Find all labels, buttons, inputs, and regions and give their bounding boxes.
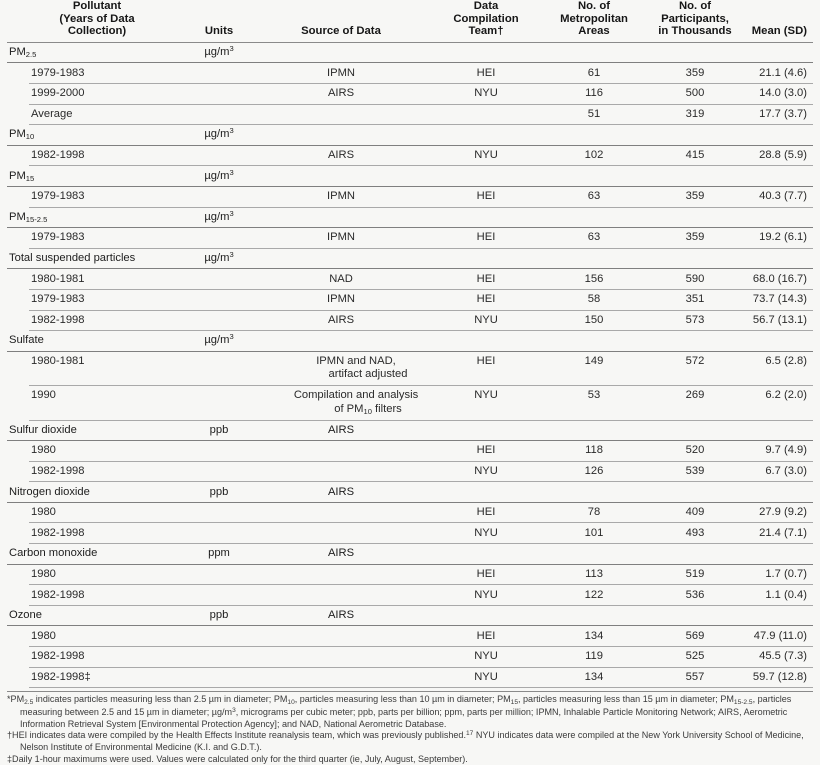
source-of-data: AIRS <box>255 420 427 441</box>
footnote-dagger: †HEI indicates data were compiled by the Health Effects Institute reanalysis team, which was previously published.$^{17}$ NYU indicates data were compiled at the New York University School of Medicine, Nelson Institute of Environmental Medicine (K.I. and G.D.T.). <box>7 730 804 753</box>
metropolitan-areas: 78 <box>545 502 643 523</box>
units-value <box>183 647 255 668</box>
participants-thousands: 536 <box>643 585 747 606</box>
metropolitan-areas <box>545 544 643 565</box>
years-of-data: 1999-2000 <box>7 83 183 104</box>
table-section-row <box>7 166 813 187</box>
participants-thousands: 557 <box>643 667 747 688</box>
table-row <box>7 310 813 331</box>
source-of-data <box>255 585 427 606</box>
source-of-data <box>255 564 427 585</box>
units-value <box>183 104 255 125</box>
header-line: Participants, <box>661 12 729 25</box>
units-value <box>183 351 255 385</box>
metropolitan-areas <box>545 331 643 352</box>
table-row <box>7 63 813 84</box>
metropolitan-areas <box>545 248 643 269</box>
table-row <box>7 564 813 585</box>
compilation-team <box>427 331 545 352</box>
table-section-row <box>7 42 813 63</box>
metropolitan-areas <box>545 420 643 441</box>
mean-sd <box>747 42 813 63</box>
pollutant-name: $PM_{15}$ <box>7 166 183 187</box>
mean-sd: 45.5 (7.3) <box>747 647 813 668</box>
mean-sd <box>747 331 813 352</box>
column-header-source <box>255 0 427 42</box>
subscript: 10 <box>25 132 35 142</box>
rule-indent-mask <box>7 419 29 421</box>
compilation-team <box>427 125 545 146</box>
rule-indent-mask <box>7 164 29 166</box>
compilation-team: NYU <box>427 83 545 104</box>
table-row <box>7 228 813 249</box>
mean-sd: 56.7 (13.1) <box>747 310 813 331</box>
mean-sd: 40.3 (7.7) <box>747 186 813 207</box>
units-value <box>183 461 255 482</box>
units-value <box>183 145 255 166</box>
subscript: 10 <box>363 406 372 416</box>
participants-thousands: 319 <box>643 104 747 125</box>
header-line: Pollutant <box>72 0 122 12</box>
column-header-units <box>183 0 255 42</box>
participants-thousands <box>643 166 747 187</box>
metropolitan-areas: 119 <box>545 647 643 668</box>
pollutant-name: Total suspended particles <box>7 248 183 269</box>
compilation-team: NYU <box>427 585 545 606</box>
column-header-participants <box>643 0 747 42</box>
compilation-team: HEI <box>427 502 545 523</box>
years-of-data: 1982-1998 <box>7 310 183 331</box>
participants-thousands <box>643 331 747 352</box>
units-value <box>183 310 255 331</box>
participants-thousands: 590 <box>643 269 747 290</box>
participants-thousands <box>643 544 747 565</box>
header-line: Metropolitan <box>560 12 628 25</box>
years-of-data: 1980-1981 <box>7 351 183 385</box>
header-line: Areas <box>578 25 610 38</box>
compilation-team: NYU <box>427 310 545 331</box>
header-line: Compilation <box>453 12 519 25</box>
table-row <box>7 386 813 420</box>
participants-thousands: 359 <box>643 63 747 84</box>
participants-thousands <box>643 42 747 63</box>
table-row <box>7 667 813 688</box>
units-value <box>183 83 255 104</box>
source-of-data: AIRS <box>255 83 427 104</box>
mean-sd: 1.7 (0.7) <box>747 564 813 585</box>
mean-sd: 1.1 (0.4) <box>747 585 813 606</box>
rule-indent-mask <box>7 686 29 688</box>
mean-sd: 19.2 (6.1) <box>747 228 813 249</box>
units-value <box>183 523 255 544</box>
rule-indent-mask <box>7 604 29 606</box>
metropolitan-areas: 61 <box>545 63 643 84</box>
footnote-asterisk: $*PM_{2.5}$ indicates particles measuring less than 2.5 µm in diameter; $PM_{10}$, particles measuring less than 10 µm in diameter; $PM_{15}$, particles measuring less than 15 µm in diameter; $PM_{15-2.5}$, particles measuring between 2.5 and 15 µm in diameter; $\mu g/m^3$, micrograms per cubic meter; ppb, parts per billion; ppm, parts per million; IPMN, Inhalable Particle Monitoring Network; AIRS, Aerometric Information Retrieval System [Environmental Protection Agency]; and NAD, National Aerometric Database. <box>7 694 792 729</box>
mean-sd: 59.7 (12.8) <box>747 667 813 688</box>
source-line: of $PM_{10}$ filters <box>334 402 402 416</box>
years-of-data: 1982-1998 <box>7 461 183 482</box>
metropolitan-areas: 126 <box>545 461 643 482</box>
superscript: 3 <box>229 126 234 136</box>
units-value <box>183 228 255 249</box>
table-body <box>7 42 813 687</box>
subscript: 2.5 <box>25 50 37 60</box>
years-of-data: 1980 <box>7 441 183 462</box>
rule-indent-mask <box>7 123 29 125</box>
subscript: 15 <box>25 173 35 183</box>
rule-indent-mask <box>7 542 29 544</box>
superscript: 3 <box>229 167 234 177</box>
source-of-data <box>255 125 427 146</box>
subscript: 15-2.5 <box>25 214 48 224</box>
source-of-data <box>255 626 427 647</box>
header-line: Units <box>204 25 234 38</box>
footnotes <box>7 691 813 765</box>
years-of-data: 1979-1983 <box>7 228 183 249</box>
participants-thousands: 539 <box>643 461 747 482</box>
source-of-data: AIRS <box>255 145 427 166</box>
compilation-team: HEI <box>427 63 545 84</box>
table-row <box>7 289 813 310</box>
mean-sd: 6.2 (2.0) <box>747 386 813 420</box>
pollutant-name: Sulfur dioxide <box>7 420 183 441</box>
units-value <box>183 626 255 647</box>
years-of-data: 1980 <box>7 564 183 585</box>
pollutant-name: $PM_{10}$ <box>7 125 183 146</box>
compilation-team: NYU <box>427 461 545 482</box>
table-row <box>7 626 813 647</box>
table-row <box>7 523 813 544</box>
participants-thousands: 409 <box>643 502 747 523</box>
metropolitan-areas <box>545 482 643 503</box>
compilation-team: NYU <box>427 145 545 166</box>
table-row <box>7 83 813 104</box>
units-value: ppb <box>183 420 255 441</box>
compilation-team <box>427 248 545 269</box>
participants-thousands: 415 <box>643 145 747 166</box>
mean-sd: 21.1 (4.6) <box>747 63 813 84</box>
units-value <box>183 289 255 310</box>
source-of-data: AIRS <box>255 544 427 565</box>
source-of-data: IPMN <box>255 289 427 310</box>
header-line: (Years of Data <box>59 12 135 25</box>
header-line: No. of <box>679 0 711 12</box>
years-of-data: Average <box>7 104 183 125</box>
compilation-team: HEI <box>427 351 545 385</box>
participants-thousands: 500 <box>643 83 747 104</box>
mean-sd <box>747 207 813 228</box>
mean-sd: 68.0 (16.7) <box>747 269 813 290</box>
rule-indent-mask <box>7 480 29 482</box>
source-of-data <box>255 104 427 125</box>
compilation-team: NYU <box>427 386 545 420</box>
participants-thousands: 269 <box>643 386 747 420</box>
years-of-data: 1982-1998 <box>7 647 183 668</box>
units-value <box>183 63 255 84</box>
source-line: Compilation and analysis <box>293 389 419 402</box>
years-of-data: 1979-1983 <box>7 186 183 207</box>
table-row <box>7 186 813 207</box>
years-of-data: 1979-1983 <box>7 63 183 84</box>
compilation-team <box>427 482 545 503</box>
source-of-data: IPMN <box>255 228 427 249</box>
header-line: in Thousands <box>658 25 732 38</box>
units-value <box>183 386 255 420</box>
compilation-team <box>427 420 545 441</box>
years-of-data: 1979-1983 <box>7 289 183 310</box>
years-of-data: 1982-1998‡ <box>7 667 183 688</box>
superscript: 3 <box>229 332 234 342</box>
metropolitan-areas: 113 <box>545 564 643 585</box>
footnote-marker: ‡ <box>7 753 13 764</box>
mean-sd <box>747 482 813 503</box>
mean-sd: 28.8 (5.9) <box>747 145 813 166</box>
compilation-team <box>427 166 545 187</box>
pollutant-name: Nitrogen dioxide <box>7 482 183 503</box>
table-section-row <box>7 248 813 269</box>
units-value: $\mu g/m^3$ <box>183 248 255 269</box>
mean-sd <box>747 420 813 441</box>
source-of-data <box>255 502 427 523</box>
source-of-data <box>255 207 427 228</box>
participants-thousands: 573 <box>643 310 747 331</box>
units-value <box>183 564 255 585</box>
superscript: 3 <box>229 250 234 260</box>
compilation-team: HEI <box>427 626 545 647</box>
source-of-data: NAD <box>255 269 427 290</box>
table-row <box>7 145 813 166</box>
metropolitan-areas: 63 <box>545 228 643 249</box>
source-of-data: IPMN <box>255 63 427 84</box>
source-of-data <box>255 166 427 187</box>
mean-sd: 6.5 (2.8) <box>747 351 813 385</box>
superscript: 3 <box>229 44 234 54</box>
participants-thousands <box>643 248 747 269</box>
header-line: No. of <box>578 0 610 12</box>
table-section-row <box>7 482 813 503</box>
rule-indent-mask <box>7 329 29 331</box>
units-value: ppb <box>183 605 255 626</box>
source-of-data: IPMN <box>255 186 427 207</box>
metropolitan-areas: 116 <box>545 83 643 104</box>
column-header-mean-sd <box>747 0 813 42</box>
table-row <box>7 104 813 125</box>
source-of-data <box>255 331 427 352</box>
units-value: $\mu g/m^3$ <box>183 207 255 228</box>
participants-thousands <box>643 482 747 503</box>
participants-thousands: 525 <box>643 647 747 668</box>
participants-thousands: 359 <box>643 228 747 249</box>
metropolitan-areas: 101 <box>545 523 643 544</box>
metropolitan-areas: 53 <box>545 386 643 420</box>
source-of-data: AIRS <box>255 605 427 626</box>
years-of-data: 1990 <box>7 386 183 420</box>
mean-sd: 14.0 (3.0) <box>747 83 813 104</box>
compilation-team: HEI <box>427 228 545 249</box>
source-of-data <box>255 248 427 269</box>
units-value <box>183 502 255 523</box>
units-value <box>183 667 255 688</box>
mean-sd: 6.7 (3.0) <box>747 461 813 482</box>
pollutant-name: Ozone <box>7 605 183 626</box>
header-line: Team† <box>468 25 504 38</box>
metropolitan-areas: 63 <box>545 186 643 207</box>
table-section-row <box>7 207 813 228</box>
table-row <box>7 461 813 482</box>
metropolitan-areas: 51 <box>545 104 643 125</box>
metropolitan-areas: 149 <box>545 351 643 385</box>
metropolitan-areas <box>545 605 643 626</box>
years-of-data: 1980-1981 <box>7 269 183 290</box>
header-line: Mean (SD) <box>751 25 807 38</box>
source-line: IPMN and NAD, <box>316 354 396 367</box>
compilation-team: NYU <box>427 647 545 668</box>
table-row <box>7 502 813 523</box>
units-value <box>183 269 255 290</box>
footnote-double-dagger: ‡Daily 1-hour maximums were used. Values were calculated only for the third quarter (ie, July, August, September). <box>7 753 468 764</box>
compilation-team: HEI <box>427 269 545 290</box>
rule-indent-mask <box>7 206 29 208</box>
table-row <box>7 351 813 385</box>
years-of-data: 1982-1998 <box>7 523 183 544</box>
participants-thousands <box>643 605 747 626</box>
metropolitan-areas: 150 <box>545 310 643 331</box>
source-of-data <box>255 42 427 63</box>
compilation-team <box>427 42 545 63</box>
source-of-data <box>255 441 427 462</box>
mean-sd: 21.4 (7.1) <box>747 523 813 544</box>
pollutant-name: $PM_{15-2.5}$ <box>7 207 183 228</box>
header-line: Source of Data <box>301 25 381 38</box>
compilation-team <box>427 605 545 626</box>
compilation-team: NYU <box>427 523 545 544</box>
mean-sd <box>747 248 813 269</box>
participants-thousands <box>643 207 747 228</box>
units-value <box>183 441 255 462</box>
compilation-team: HEI <box>427 186 545 207</box>
metropolitan-areas: 134 <box>545 626 643 647</box>
pollutant-name: $PM_{2.5}$ <box>7 42 183 63</box>
mean-sd <box>747 605 813 626</box>
table-row <box>7 441 813 462</box>
participants-thousands: 519 <box>643 564 747 585</box>
source-of-data <box>255 461 427 482</box>
superscript: 3 <box>229 208 234 218</box>
rule-indent-mask <box>7 247 29 249</box>
years-of-data: 1982-1998 <box>7 145 183 166</box>
footnote-marker: * <box>7 694 11 705</box>
mean-sd: 17.7 (3.7) <box>747 104 813 125</box>
metropolitan-areas <box>545 207 643 228</box>
table-row <box>7 585 813 606</box>
compilation-team <box>427 207 545 228</box>
metropolitan-areas: 58 <box>545 289 643 310</box>
metropolitan-areas <box>545 125 643 146</box>
units-value: $\mu g/m^3$ <box>183 125 255 146</box>
column-header-pollutant <box>7 0 183 42</box>
mean-sd <box>747 166 813 187</box>
table-section-row <box>7 544 813 565</box>
table-section-row <box>7 331 813 352</box>
participants-thousands <box>643 125 747 146</box>
units-value <box>183 186 255 207</box>
header-line: Data <box>473 0 499 12</box>
source-of-data: AIRS <box>255 482 427 503</box>
participants-thousands: 569 <box>643 626 747 647</box>
mean-sd <box>747 544 813 565</box>
source-line: artifact adjusted <box>328 368 408 381</box>
participants-thousands: 493 <box>643 523 747 544</box>
compilation-team: HEI <box>427 564 545 585</box>
units-value: ppm <box>183 544 255 565</box>
source-of-data <box>255 647 427 668</box>
mean-sd <box>747 125 813 146</box>
source-of-data <box>255 386 427 420</box>
column-header-metro-areas <box>545 0 643 42</box>
compilation-team: HEI <box>427 289 545 310</box>
table-header <box>7 0 813 42</box>
units-value: $\mu g/m^3$ <box>183 166 255 187</box>
metropolitan-areas: 134 <box>545 667 643 688</box>
metropolitan-areas <box>545 42 643 63</box>
metropolitan-areas: 122 <box>545 585 643 606</box>
compilation-team: NYU <box>427 667 545 688</box>
compilation-team: HEI <box>427 441 545 462</box>
table-section-row <box>7 605 813 626</box>
source-of-data <box>255 351 427 385</box>
pollutant-name: Carbon monoxide <box>7 544 183 565</box>
units-value: $\mu g/m^3$ <box>183 331 255 352</box>
mean-sd: 27.9 (9.2) <box>747 502 813 523</box>
years-of-data: 1980 <box>7 502 183 523</box>
metropolitan-areas: 156 <box>545 269 643 290</box>
mean-sd: 47.9 (11.0) <box>747 626 813 647</box>
metropolitan-areas: 118 <box>545 441 643 462</box>
years-of-data: 1982-1998 <box>7 585 183 606</box>
column-header-team <box>427 0 545 42</box>
compilation-team <box>427 544 545 565</box>
source-of-data <box>255 523 427 544</box>
participants-thousands: 359 <box>643 186 747 207</box>
table-row <box>7 647 813 668</box>
metropolitan-areas <box>545 166 643 187</box>
participants-thousands: 351 <box>643 289 747 310</box>
compilation-team <box>427 104 545 125</box>
mean-sd: 9.7 (4.9) <box>747 441 813 462</box>
participants-thousands <box>643 420 747 441</box>
units-value: ppb <box>183 482 255 503</box>
table-section-row <box>7 125 813 146</box>
header-row <box>7 0 813 42</box>
footnote-marker: † <box>7 730 13 741</box>
header-line: Collection) <box>67 25 127 38</box>
mean-sd: 73.7 (14.3) <box>747 289 813 310</box>
units-value: $\mu g/m^3$ <box>183 42 255 63</box>
table-row <box>7 269 813 290</box>
table-section-row <box>7 420 813 441</box>
pollutant-summary-table <box>7 0 813 688</box>
source-of-data: AIRS <box>255 310 427 331</box>
units-value <box>183 585 255 606</box>
source-of-data <box>255 667 427 688</box>
pollutant-name: Sulfate <box>7 331 183 352</box>
years-of-data: 1980 <box>7 626 183 647</box>
participants-thousands: 520 <box>643 441 747 462</box>
participants-thousands: 572 <box>643 351 747 385</box>
metropolitan-areas: 102 <box>545 145 643 166</box>
